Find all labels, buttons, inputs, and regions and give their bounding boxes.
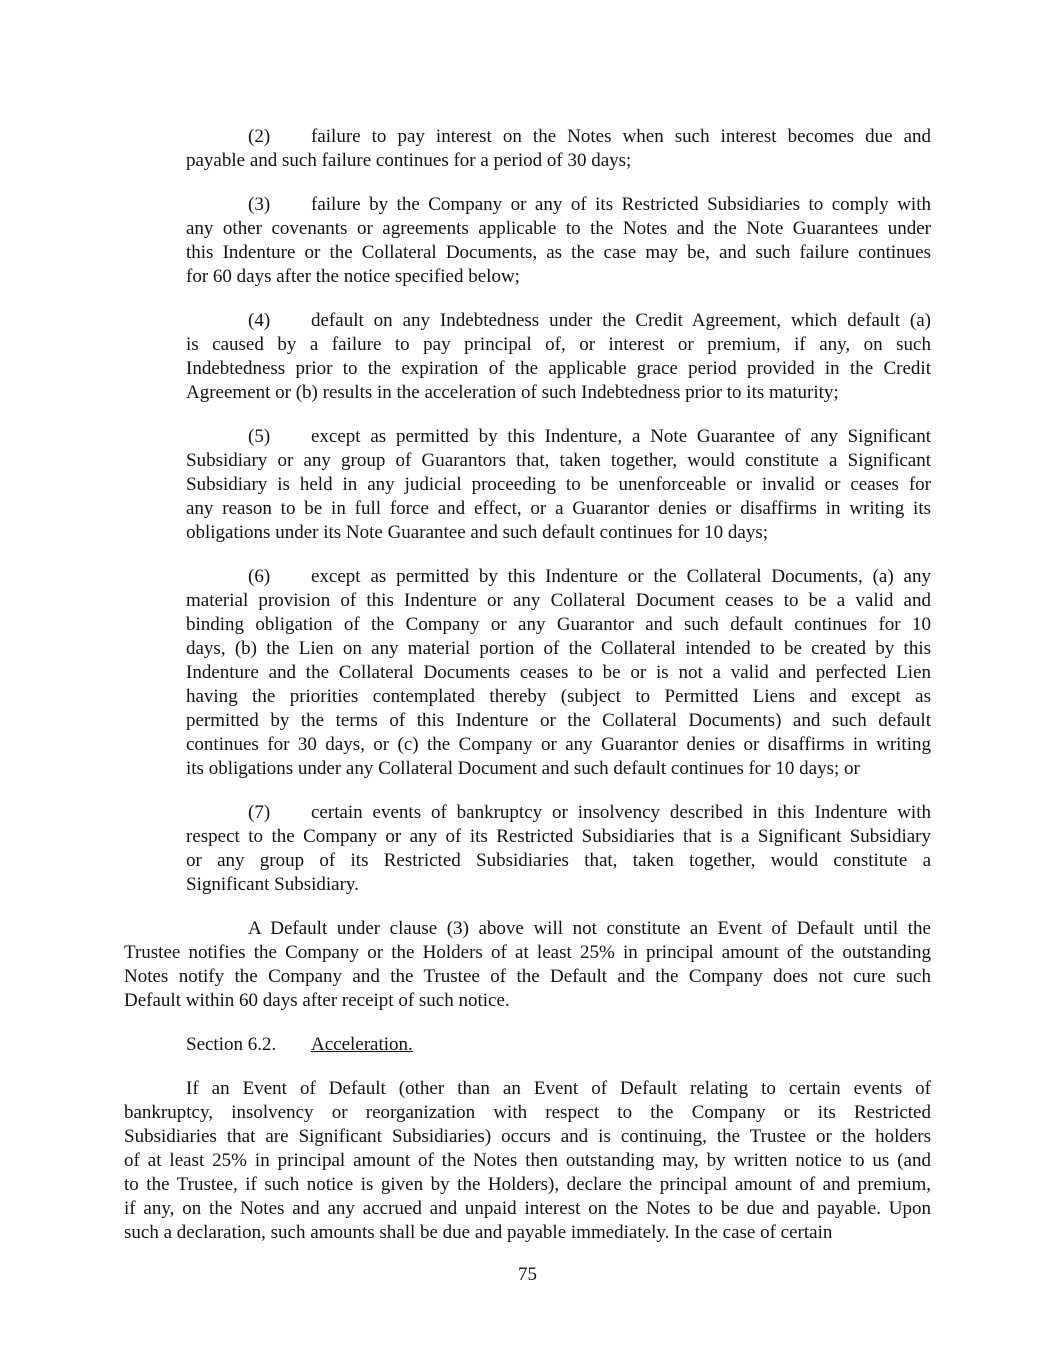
text-line: permitted by the terms of this Indenture or the Collateral Documents) and such default (186, 710, 931, 731)
text-line: binding obligation of the Company or any Guarantor and such default continues for 10 (186, 614, 931, 635)
text-line: bankruptcy, insolvency or reorganization with respect to the Company or its Restricted (124, 1102, 931, 1123)
text-line: Notes notify the Company and the Trustee of the Default and the Company does not cure such (124, 966, 931, 987)
text-line: failure to pay interest on the Notes when such interest becomes due and (311, 126, 931, 147)
text-line: Agreement or (b) results in the acceleration of such Indebtedness prior to its maturity; (186, 382, 839, 403)
clause-0 (0, 125, 1055, 173)
clause-number: (5) (248, 426, 271, 447)
text-line: this Indenture or the Collateral Documents, as the case may be, and such failure continues (186, 242, 931, 263)
acceleration-paragraph (0, 1077, 1055, 1245)
default-paragraph (0, 917, 1055, 1013)
text-line: A Default under clause (3) above will not constitute an Event of Default until the (248, 918, 931, 939)
document-body (0, 125, 1055, 1265)
text-line: Subsidiaries that are Significant Subsidiaries) occurs and is continuing, the Trustee or the holders (124, 1126, 931, 1147)
clause-3 (0, 425, 1055, 545)
clause-first-line (186, 565, 931, 589)
clause-number: (4) (248, 310, 271, 331)
text-line: except as permitted by this Indenture, a Note Guarantee of any Significant (311, 426, 931, 447)
text-line: any reason to be in full force and effect, or a Guarantor denies or disaffirms in writing its (186, 498, 931, 519)
clause-2 (0, 309, 1055, 405)
text-line: respect to the Company or any of its Restricted Subsidiaries that is a Significant Subsidiary (186, 826, 931, 847)
text-line: Trustee notifies the Company or the Holders of at least 25% in principal amount of the outstanding (124, 942, 931, 963)
text-line: Subsidiary is held in any judicial proceeding to be unenforceable or invalid or ceases for (186, 474, 931, 495)
text-line: Indebtedness prior to the expiration of the applicable grace period provided in the Credit (186, 358, 931, 379)
text-line: or any group of its Restricted Subsidiaries that, taken together, would constitute a (186, 850, 931, 871)
text-line: except as permitted by this Indenture or the Collateral Documents, (a) any (311, 566, 931, 587)
clause-number: (3) (248, 194, 271, 215)
section-heading (186, 1033, 1055, 1057)
clause-1 (0, 193, 1055, 289)
section-number: Section 6.2. (186, 1034, 277, 1055)
text-line: Default within 60 days after receipt of such notice. (124, 990, 510, 1011)
text-line: having the priorities contemplated thereby (subject to Permitted Liens and except as (186, 686, 931, 707)
text-line: failure by the Company or any of its Restricted Subsidiaries to comply with (311, 194, 931, 215)
text-line: any other covenants or agreements applicable to the Notes and the Note Guarantees under (186, 218, 931, 239)
text-line: material provision of this Indenture or any Collateral Document ceases to be a valid and (186, 590, 931, 611)
clause-5 (0, 801, 1055, 897)
clause-first-line (186, 801, 931, 825)
text-line: obligations under its Note Guarantee and such default continues for 10 days; (186, 522, 768, 543)
clause-4 (0, 565, 1055, 781)
page-number: 75 (518, 1264, 537, 1285)
text-line: Significant Subsidiary. (186, 874, 359, 895)
text-line: if any, on the Notes and any accrued and unpaid interest on the Notes to be due and payable. Upon (124, 1198, 931, 1219)
clause-first-line (186, 425, 931, 449)
text-line: continues for 30 days, or (c) the Company or any Guarantor denies or disaffirms in writing (186, 734, 931, 755)
clause-first-line (186, 125, 931, 149)
text-line: is caused by a failure to pay principal of, or interest or premium, if any, on such (186, 334, 931, 355)
clause-number: (7) (248, 802, 271, 823)
text-line: certain events of bankruptcy or insolvency described in this Indenture with (311, 802, 931, 823)
clause-first-line (186, 193, 931, 217)
text-line: Subsidiary or any group of Guarantors that, taken together, would constitute a Significant (186, 450, 931, 471)
text-line: default on any Indebtedness under the Credit Agreement, which default (a) (311, 310, 931, 331)
text-line: of at least 25% in principal amount of the Notes then outstanding may, by written notice to us (and (124, 1150, 931, 1171)
clause-first-line (186, 309, 931, 333)
text-line: such a declaration, such amounts shall be due and payable immediately. In the case of certain (124, 1222, 833, 1243)
clause-number: (2) (248, 126, 271, 147)
section-title: Acceleration. (311, 1034, 413, 1055)
text-line: to the Trustee, if such notice is given by the Holders), declare the principal amount of and premium, (124, 1174, 931, 1195)
text-line: for 60 days after the notice specified below; (186, 266, 520, 287)
text-line: its obligations under any Collateral Document and such default continues for 10 days; or (186, 758, 860, 779)
clause-number: (6) (248, 566, 271, 587)
text-line: days, (b) the Lien on any material portion of the Collateral intended to be created by this (186, 638, 931, 659)
text-line: If an Event of Default (other than an Event of Default relating to certain events of (186, 1078, 931, 1099)
default-clauses (0, 125, 1055, 897)
text-line: Indenture and the Collateral Documents ceases to be or is not a valid and perfected Lien (186, 662, 931, 683)
text-line: payable and such failure continues for a period of 30 days; (186, 150, 632, 171)
